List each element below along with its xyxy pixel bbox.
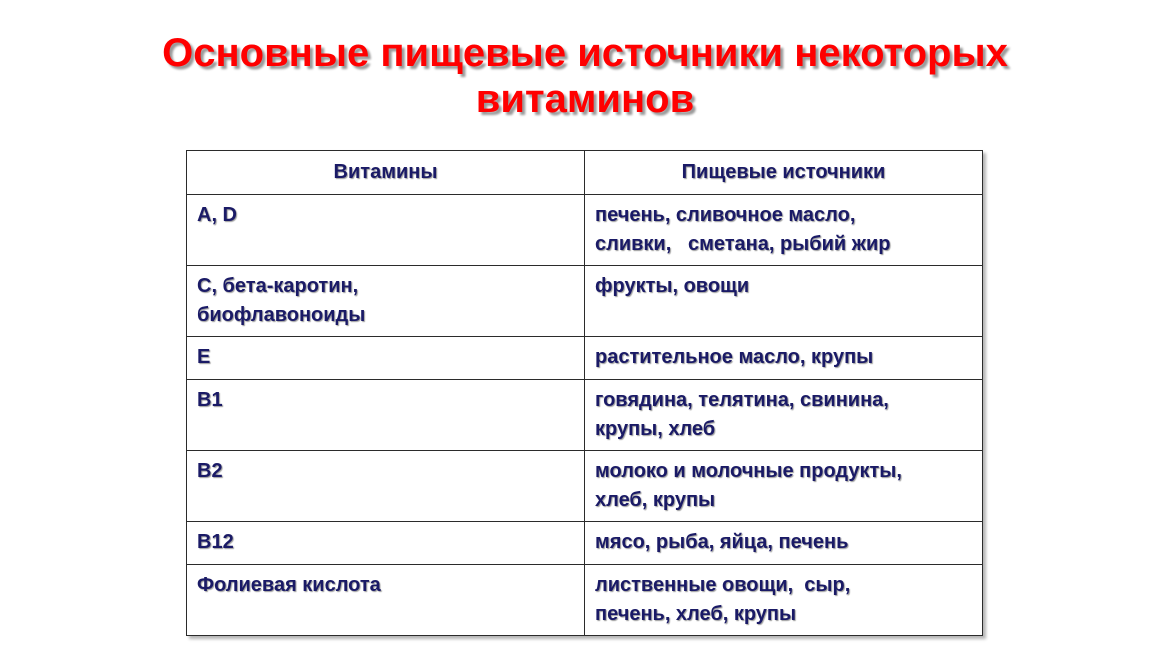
sources-cell — [585, 565, 983, 636]
table-row — [187, 266, 983, 337]
vitamin-line: биофлавоноиды — [197, 304, 366, 326]
vitamin-cell — [187, 337, 585, 380]
vitamin-cell — [187, 451, 585, 522]
sources-cell — [585, 451, 983, 522]
table-row — [187, 565, 983, 636]
header-food-sources: Пищевые источники — [585, 151, 983, 195]
slide-title-line-1: Основные пищевые источники некоторых — [162, 31, 1008, 75]
table-row — [187, 451, 983, 522]
table-row — [187, 195, 983, 266]
vitamin-line: Фолиевая кислота — [197, 574, 381, 596]
vitamin-line: B1 — [197, 389, 223, 411]
table-row — [187, 380, 983, 451]
vitamin-cell — [187, 195, 585, 266]
vitamin-cell — [187, 565, 585, 636]
vitamin-line: B12 — [197, 531, 234, 553]
slide-title-line-2: витаминов — [475, 77, 695, 121]
vitamin-line: B2 — [197, 460, 223, 482]
vitamin-table-container — [186, 150, 982, 636]
sources-line: говядина, телятина, свинина, — [595, 389, 889, 411]
table-row — [187, 522, 983, 565]
sources-cell — [585, 195, 983, 266]
vitamin-cell — [187, 266, 585, 337]
sources-line: печень, хлеб, крупы — [595, 603, 797, 625]
sources-cell — [585, 337, 983, 380]
sources-line: растительное масло, крупы — [595, 346, 874, 368]
sources-line: сливки, сметана, рыбий жир — [595, 233, 891, 255]
vitamin-cell — [187, 380, 585, 451]
sources-line: крупы, хлеб — [595, 418, 716, 440]
sources-line: лиственные овощи, сыр, — [595, 574, 851, 596]
sources-line: печень, сливочное масло, — [595, 204, 856, 226]
sources-line: мясо, рыба, яйца, печень — [595, 531, 849, 553]
sources-line: молоко и молочные продукты, — [595, 460, 902, 482]
vitamin-line: E — [197, 346, 211, 368]
sources-cell — [585, 266, 983, 337]
sources-cell — [585, 380, 983, 451]
table-header-row — [187, 151, 983, 195]
vitamin-line: A, D — [197, 204, 237, 226]
vitamin-line: C, бета-каротин, — [197, 275, 359, 297]
table-row — [187, 337, 983, 380]
vitamin-cell — [187, 522, 585, 565]
sources-line: хлеб, крупы — [595, 489, 716, 511]
slide-title — [0, 30, 1170, 122]
header-vitamins: Витамины — [187, 151, 585, 195]
sources-line: фрукты, овощи — [595, 275, 750, 297]
sources-cell — [585, 522, 983, 565]
vitamin-sources-table — [186, 150, 983, 636]
